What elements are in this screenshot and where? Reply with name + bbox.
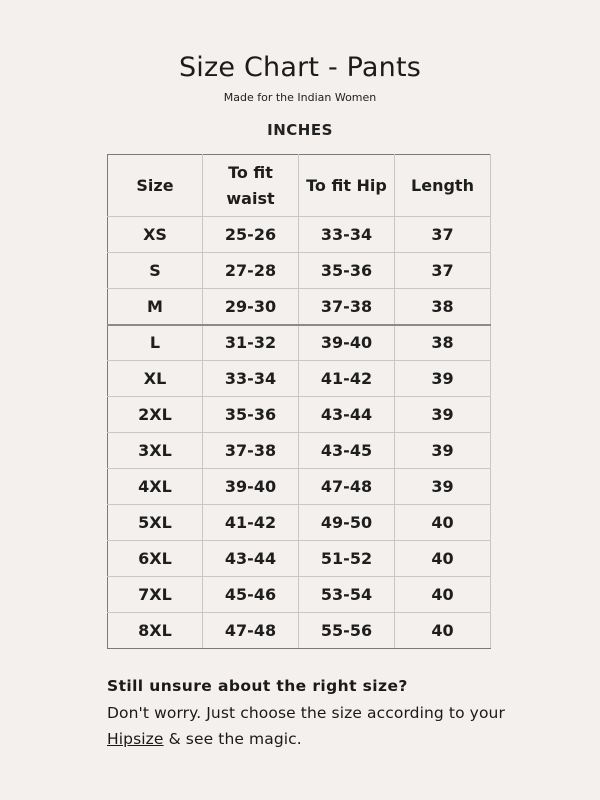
cell-hip: 55-56: [299, 613, 395, 649]
cell-waist: 31-32: [203, 325, 299, 361]
cell-length: 37: [395, 217, 491, 253]
cell-size: 3XL: [108, 433, 203, 469]
cell-length: 38: [395, 325, 491, 361]
column-header-waist-label: To fit waist: [226, 162, 275, 208]
cell-length: 39: [395, 397, 491, 433]
table-row: [108, 217, 491, 253]
cell-size: 8XL: [108, 613, 203, 649]
cell-size: 7XL: [108, 577, 203, 613]
cell-size: 4XL: [108, 469, 203, 505]
cell-waist: 25-26: [203, 217, 299, 253]
cell-hip: 49-50: [299, 505, 395, 541]
table-row: [108, 469, 491, 505]
cell-waist: 39-40: [203, 469, 299, 505]
cell-waist: 33-34: [203, 361, 299, 397]
cell-waist: 37-38: [203, 433, 299, 469]
cell-size: M: [108, 289, 203, 325]
cell-size: L: [108, 325, 203, 361]
table-row: [108, 541, 491, 577]
cell-size: XS: [108, 217, 203, 253]
table-row: [108, 325, 491, 361]
cell-waist: 27-28: [203, 253, 299, 289]
page-title: Size Chart - Pants: [178, 52, 422, 83]
cell-length: 40: [395, 577, 491, 613]
cell-hip: 37-38: [299, 289, 395, 325]
table-row: [108, 577, 491, 613]
cell-hip: 47-48: [299, 469, 395, 505]
cell-waist: 41-42: [203, 505, 299, 541]
table-header-row: [108, 155, 491, 217]
table-row: [108, 361, 491, 397]
help-heading: Still unsure about the right size?: [107, 677, 408, 695]
unit-label: INCHES: [267, 121, 333, 139]
table-row: [108, 253, 491, 289]
cell-hip: 43-44: [299, 397, 395, 433]
column-header-waist: [203, 155, 299, 217]
column-header-length: Length: [395, 155, 491, 217]
cell-length: 40: [395, 613, 491, 649]
cell-length: 39: [395, 469, 491, 505]
cell-size: XL: [108, 361, 203, 397]
table-row: [108, 397, 491, 433]
column-header-hip: To fit Hip: [299, 155, 395, 217]
cell-length: 40: [395, 541, 491, 577]
cell-hip: 43-45: [299, 433, 395, 469]
cell-hip: 33-34: [299, 217, 395, 253]
cell-size: S: [108, 253, 203, 289]
help-text-line-2: [107, 730, 302, 748]
table-row: [108, 613, 491, 649]
cell-hip: 53-54: [299, 577, 395, 613]
cell-waist: 47-48: [203, 613, 299, 649]
help-text-line-2-rest: & see the magic.: [163, 730, 302, 748]
cell-hip: 35-36: [299, 253, 395, 289]
cell-waist: 29-30: [203, 289, 299, 325]
table-row: [108, 289, 491, 325]
hipsize-link[interactable]: Hipsize: [107, 730, 164, 748]
cell-waist: 45-46: [203, 577, 299, 613]
size-chart-table: [107, 154, 491, 649]
page-subtitle: Made for the Indian Women: [223, 91, 377, 104]
table-row: [108, 433, 491, 469]
cell-size: 2XL: [108, 397, 203, 433]
cell-waist: 43-44: [203, 541, 299, 577]
cell-hip: 51-52: [299, 541, 395, 577]
table-row: [108, 505, 491, 541]
cell-length: 39: [395, 361, 491, 397]
cell-length: 40: [395, 505, 491, 541]
cell-waist: 35-36: [203, 397, 299, 433]
cell-size: 5XL: [108, 505, 203, 541]
cell-size: 6XL: [108, 541, 203, 577]
cell-length: 38: [395, 289, 491, 325]
cell-length: 39: [395, 433, 491, 469]
cell-hip: 41-42: [299, 361, 395, 397]
cell-hip: 39-40: [299, 325, 395, 361]
cell-length: 37: [395, 253, 491, 289]
help-text-line-1: Don't worry. Just choose the size according to your: [107, 704, 505, 722]
column-header-size: Size: [108, 155, 203, 217]
